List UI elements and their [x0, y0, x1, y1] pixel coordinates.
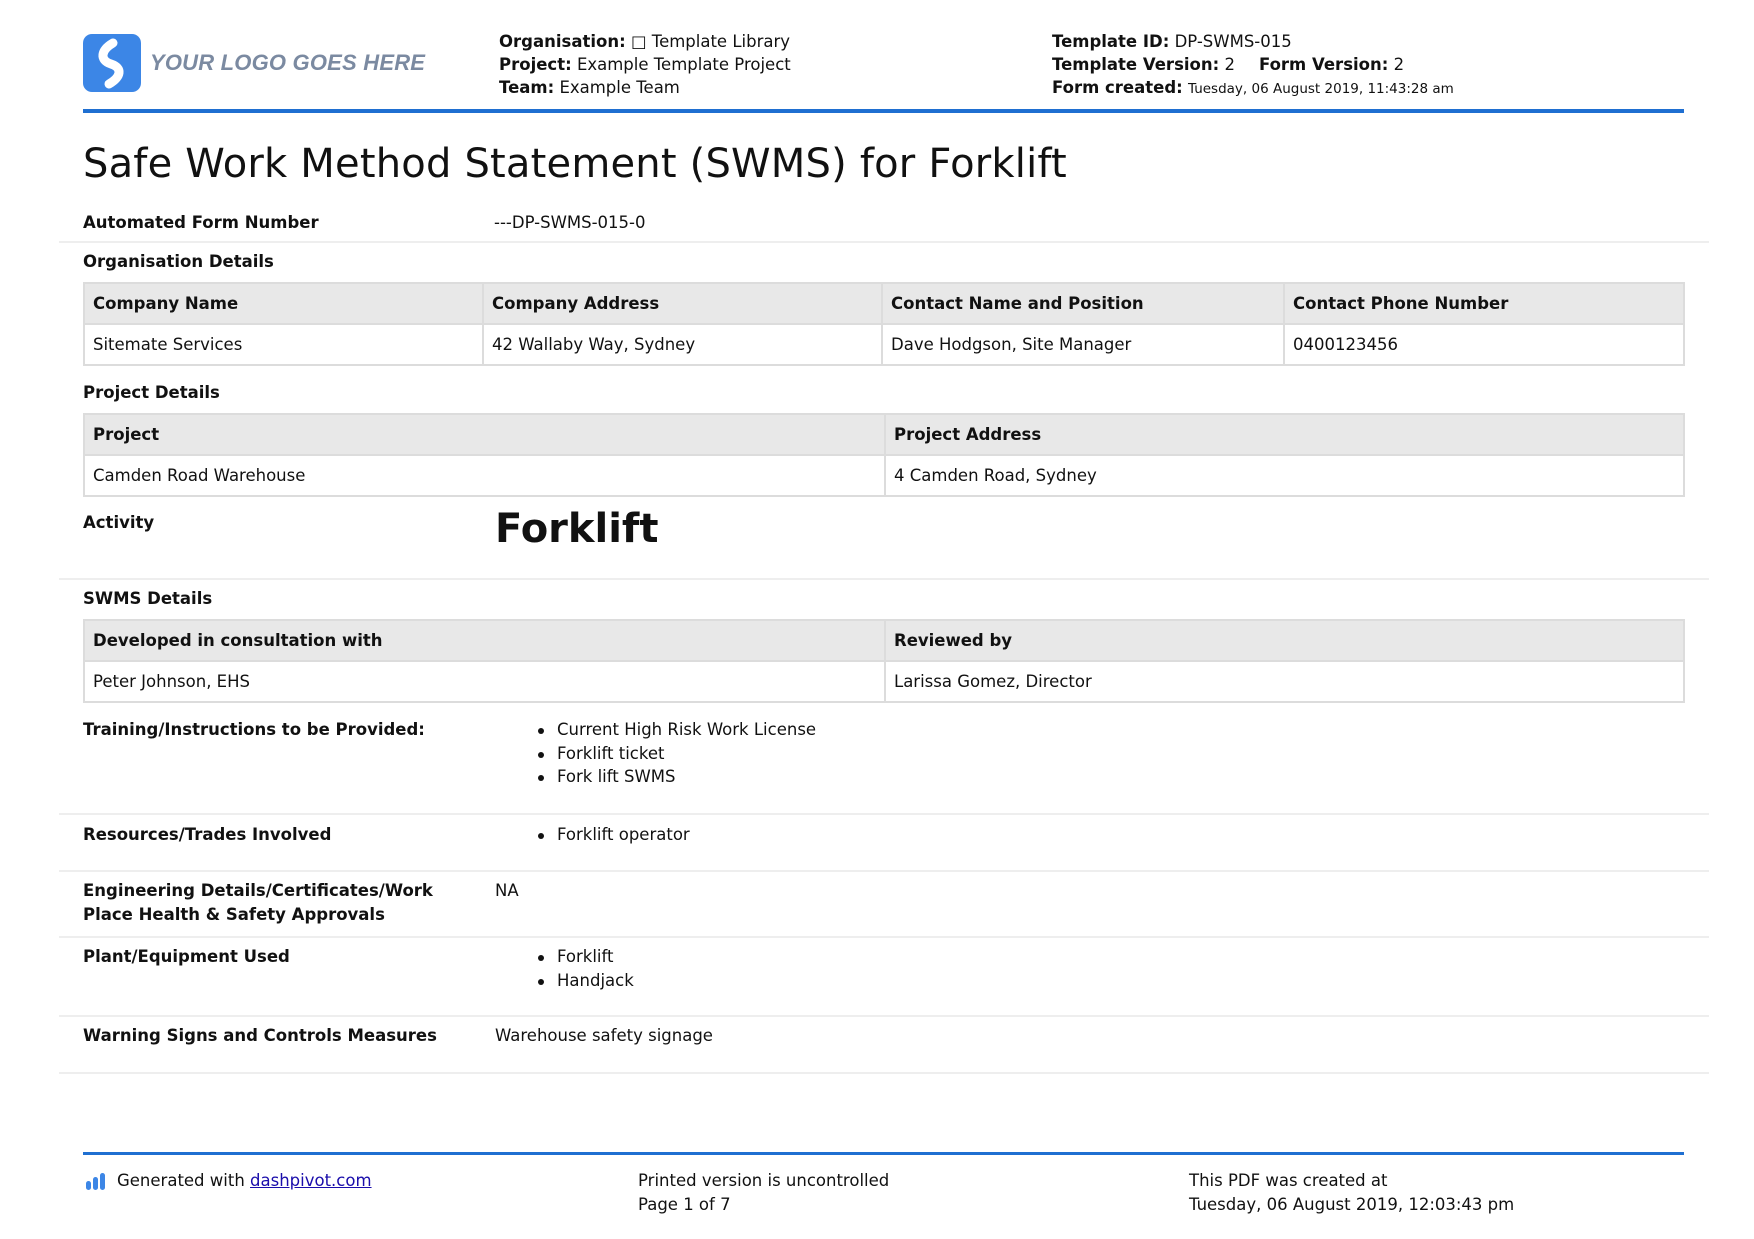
list-item: Handjack	[495, 969, 634, 993]
dashpivot-link[interactable]: dashpivot.com	[250, 1171, 372, 1190]
training-label: Training/Instructions to be Provided:	[83, 720, 425, 739]
page-footer	[83, 1152, 1684, 1214]
project-details-table	[83, 413, 1685, 497]
team-label: Team:	[499, 78, 555, 97]
project-details-label: Project Details	[83, 383, 220, 402]
header-template-info	[1052, 30, 1454, 101]
project-value: Example Template Project	[576, 55, 791, 74]
project-address-value: 4 Camden Road, Sydney	[885, 455, 1684, 496]
header-organisation-info	[499, 30, 791, 99]
form-number-value: ---DP-SWMS-015-0	[494, 213, 646, 232]
activity-value: Forklift	[495, 506, 659, 552]
pdf-created-timestamp: Tuesday, 06 August 2019, 12:03:43 pm	[1189, 1195, 1515, 1214]
organisation-value: □ Template Library	[630, 32, 791, 51]
engineering-label-line1: Engineering Details/Certificates/Work	[83, 881, 433, 900]
engineering-row	[59, 872, 1709, 938]
table-header-row	[84, 283, 1684, 324]
list-item: Forklift	[495, 945, 634, 969]
plant-label: Plant/Equipment Used	[83, 947, 290, 966]
template-version-label: Template Version:	[1052, 55, 1220, 74]
engineering-label	[83, 879, 433, 927]
organisation-details-label: Organisation Details	[83, 252, 274, 271]
page-header	[83, 28, 1684, 113]
generated-prefix: Generated with	[117, 1171, 251, 1190]
team-value: Example Team	[559, 78, 680, 97]
contact-phone-header: Contact Phone Number	[1284, 283, 1684, 324]
form-number-row	[59, 205, 1709, 243]
project-value: Camden Road Warehouse	[84, 455, 885, 496]
contact-name-value: Dave Hodgson, Site Manager	[882, 324, 1284, 365]
reviewed-by-header: Reviewed by	[885, 620, 1684, 661]
contact-phone-value: 0400123456	[1284, 324, 1684, 365]
training-list	[495, 718, 816, 789]
engineering-label-line2: Place Health & Safety Approvals	[83, 905, 385, 924]
company-name-header: Company Name	[84, 283, 483, 324]
form-created-label: Form created:	[1052, 78, 1183, 97]
table-row	[84, 324, 1684, 365]
company-address-value: 42 Wallaby Way, Sydney	[483, 324, 882, 365]
table-header-row	[84, 620, 1684, 661]
project-label: Project:	[499, 55, 572, 74]
warning-label: Warning Signs and Controls Measures	[83, 1026, 437, 1045]
table-row	[84, 455, 1684, 496]
template-id-value: DP-SWMS-015	[1174, 32, 1292, 51]
list-item: Fork lift SWMS	[495, 765, 816, 789]
swms-details-table	[83, 619, 1685, 703]
developed-with-header: Developed in consultation with	[84, 620, 885, 661]
pdf-created-info	[1189, 1169, 1514, 1217]
dashpivot-bars-icon	[86, 1172, 107, 1190]
list-item: Forklift ticket	[495, 742, 816, 766]
contact-name-header: Contact Name and Position	[882, 283, 1284, 324]
swms-details-label: SWMS Details	[83, 589, 213, 608]
engineering-value: NA	[495, 881, 519, 900]
warning-row	[59, 1017, 1709, 1074]
form-created-value: Tuesday, 06 August 2019, 11:43:28 am	[1188, 81, 1454, 97]
pdf-created-label: This PDF was created at	[1189, 1171, 1388, 1190]
resources-row	[59, 815, 1709, 872]
form-number-label: Automated Form Number	[83, 213, 319, 232]
project-address-header: Project Address	[885, 414, 1684, 455]
plant-row	[59, 938, 1709, 1017]
template-version-value: 2	[1224, 55, 1235, 74]
resources-list	[495, 823, 690, 847]
plant-list	[495, 945, 634, 992]
company-address-header: Company Address	[483, 283, 882, 324]
page-number: Page 1 of 7	[638, 1195, 731, 1214]
activity-label: Activity	[83, 513, 155, 532]
template-id-label: Template ID:	[1052, 32, 1170, 51]
logo-text: YOUR LOGO GOES HERE	[150, 50, 426, 75]
project-header: Project	[84, 414, 885, 455]
logo	[83, 34, 425, 92]
developed-with-value: Peter Johnson, EHS	[84, 661, 885, 702]
reviewed-by-value: Larissa Gomez, Director	[885, 661, 1684, 702]
print-info	[638, 1169, 889, 1217]
page-title: Safe Work Method Statement (SWMS) for Forklift	[83, 141, 1067, 187]
activity-row	[59, 500, 1709, 580]
form-version-label: Form Version:	[1258, 55, 1389, 74]
form-version-value: 2	[1393, 55, 1405, 74]
organisation-label: Organisation:	[499, 32, 626, 51]
training-row	[59, 710, 1709, 815]
list-item: Forklift operator	[495, 823, 690, 847]
table-header-row	[84, 414, 1684, 455]
resources-label: Resources/Trades Involved	[83, 825, 332, 844]
table-row	[84, 661, 1684, 702]
company-name-value: Sitemate Services	[84, 324, 483, 365]
printed-uncontrolled-text: Printed version is uncontrolled	[638, 1171, 890, 1190]
warning-value: Warehouse safety signage	[495, 1026, 713, 1045]
logo-icon	[83, 34, 141, 92]
organisation-details-table	[83, 282, 1685, 366]
generated-with	[86, 1169, 372, 1193]
list-item: Current High Risk Work License	[495, 718, 816, 742]
